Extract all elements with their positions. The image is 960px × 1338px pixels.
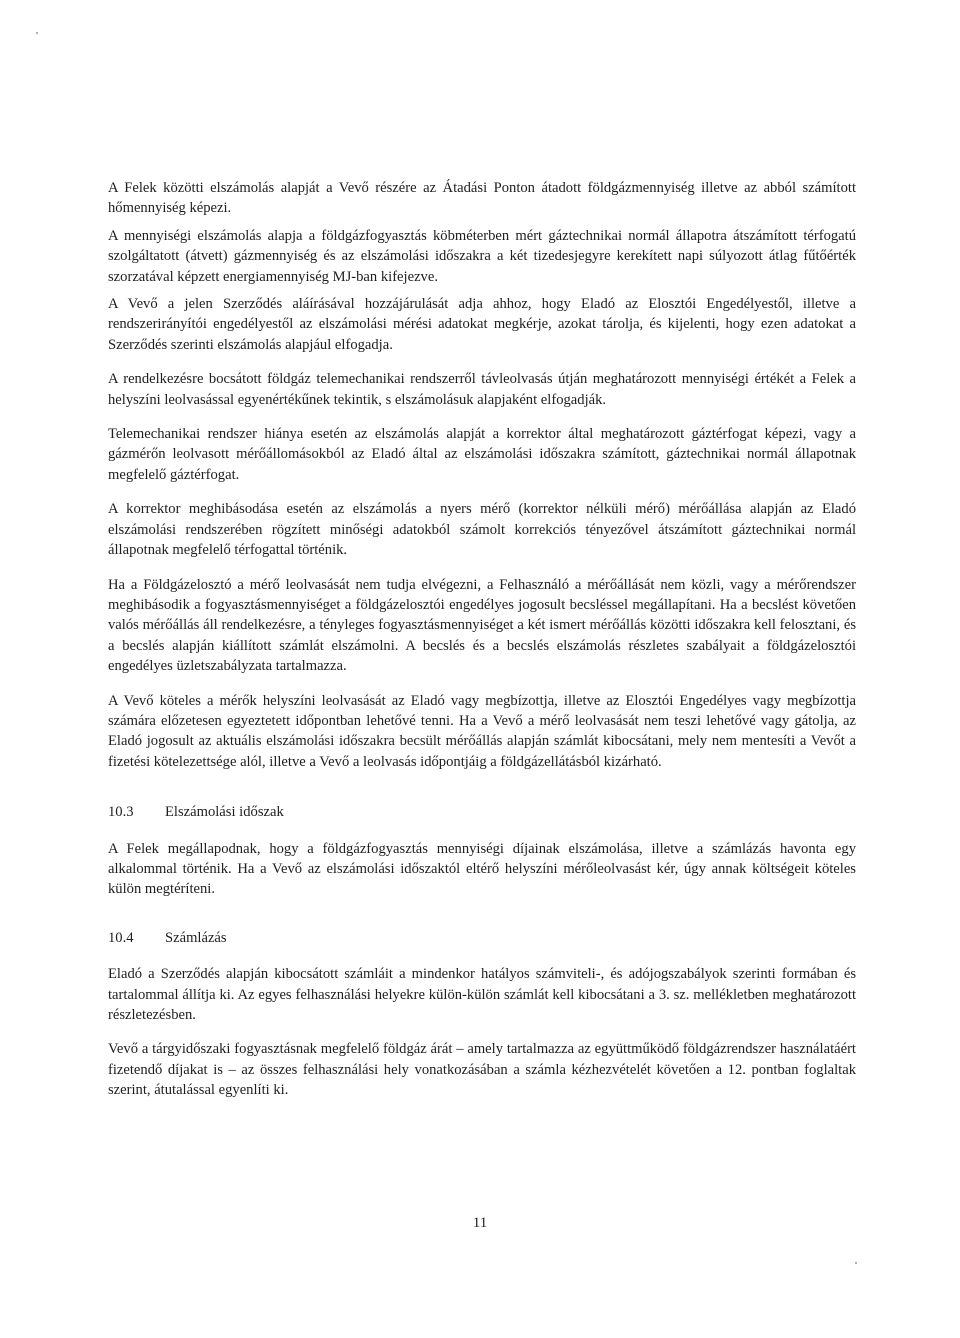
page-number: 11: [472, 1215, 488, 1231]
section-heading: [108, 928, 856, 948]
scan-speck: [855, 1262, 857, 1264]
paragraph: Vevő a tárgyidőszaki fogyasztásnak megfelelő földgáz árát – amely tartalmazza az együttműködő földgázrendszer használatáért fizetendő díjakat is – az összes felhasználási hely vonatkozásában a számla kézhezvételét követően a 12. pontban foglaltak szerint, átutalással egyenlíti ki.: [108, 1041, 856, 1099]
paragraph: Eladó a Szerződés alapján kibocsátott számláit a mindenkor hatályos számviteli-, és adójogszabályok szerinti formában és tartalommal állítja ki. Az egyes felhasználási helyekre külön-külön számlát kell kibocsátani a 3. sz. mellékletben meghatározott részletezésben.: [108, 966, 856, 1023]
section-number: 10.4: [108, 929, 134, 946]
section-title: Számlázás: [165, 929, 227, 946]
paragraph: A korrektor meghibásodása esetén az elszámolás a nyers mérő (korrektor nélküli mérő) mérőállása alapján az Eladó elszámolási rendszerében rögzített minőségi adatokból számolt korrekciós tényezővel átszámított gáztechnikai normál állapotnak megfelelő térfogattal történik.: [108, 501, 856, 559]
paragraph: Ha a Földgázelosztó a mérő leolvasását nem tudja elvégezni, a Felhasználó a mérőállását nem közli, vagy a mérőrendszer meghibásodik a fogyasztásmennyiséget a földgázelosztói engedélyes jogosult becsléssel megállapítani. Ha a becslést követően valós mérőállás áll rendelkezésre, a tényleges fogyasztásmennyiséget a két ismert mérőállás közötti időszakra kell felosztani, és a becslés alapján kiállított számlát elszámolni. A becslés és a becslés elszámolás részletes szabályait a földgázelosztói engedélyes üzletszabályzata tartalmazza.: [108, 576, 856, 675]
section-heading: [108, 802, 856, 822]
paragraph: A Vevő köteles a mérők helyszíni leolvasását az Eladó vagy megbízottja, illetve az Elosztói Engedélyes vagy megbízottja számára előzetesen egyeztetett időpontban lehetővé tenni. Ha a Vevő a mérő leolvasását nem teszi lehetővé vagy gátolja, az Eladó jogosult az aktuális elszámolási időszakra becsült mérőállás alapján számlát kibocsátani, mely nem mentesíti a Vevőt a fizetési kötelezettsége alól, illetve a Vevő a leolvasás időpontjáig a földgázellátásból kizárható.: [108, 692, 856, 770]
paragraph: A rendelkezésre bocsátott földgáz telemechanikai rendszerről távleolvasás útján meghatározott mennyiségi értékét a Felek a helyszíni leolvasással egyenértékűnek tekintik, s elszámolásuk alapjaként elfogadják.: [108, 371, 856, 408]
paragraph: A Felek közötti elszámolás alapját a Vevő részére az Átadási Ponton átadott földgázmennyiség illetve az abból számított hőmennyiség képezi.: [108, 180, 856, 217]
scan-speck: [36, 32, 38, 34]
paragraph: A Vevő a jelen Szerződés aláírásával hozzájárulását adja ahhoz, hogy Eladó az Elosztói Engedélyestől, illetve a rendszerirányítói engedélyestől az elszámolási mérési adatokat megkérje, azokat tárolja, és kijelenti, hogy ezen adatokat a Szerződés szerinti elszámolás alapjául elfogadja.: [108, 296, 856, 353]
section-number: 10.3: [108, 804, 134, 821]
page-body: [108, 178, 856, 1115]
section-title: Elszámolási időszak: [165, 804, 284, 821]
paragraph: A mennyiségi elszámolás alapja a földgázfogyasztás köbméterben mért gáztechnikai normál állapotra átszámított térfogatú szolgáltatott (átvett) gázmennyiség és az elszámolási időszakra a két tizedesjegyre kerekített napi súlyozott átlag fűtőérték szorzatával képzett energiamennyiség MJ-ban kifejezve.: [108, 227, 856, 285]
paragraph: A Felek megállapodnak, hogy a földgázfogyasztás mennyiségi díjainak elszámolása, illetve a számlázás havonta egy alkalommal történik. Ha a Vevő az elszámolási időszaktól eltérő helyszíni mérőleolvasást kér, úgy annak költségeit köteles külön megtéríteni.: [108, 840, 856, 898]
paragraph: Telemechanikai rendszer hiánya esetén az elszámolás alapját a korrektor által meghatározott gáztérfogat képezi, vagy a gázmérőn leolvasott mérőállomásokból az Eladó által az elszámolási időszakra számított, gáztechnikai normál állapotnak megfelelő gáztérfogat.: [108, 426, 856, 483]
